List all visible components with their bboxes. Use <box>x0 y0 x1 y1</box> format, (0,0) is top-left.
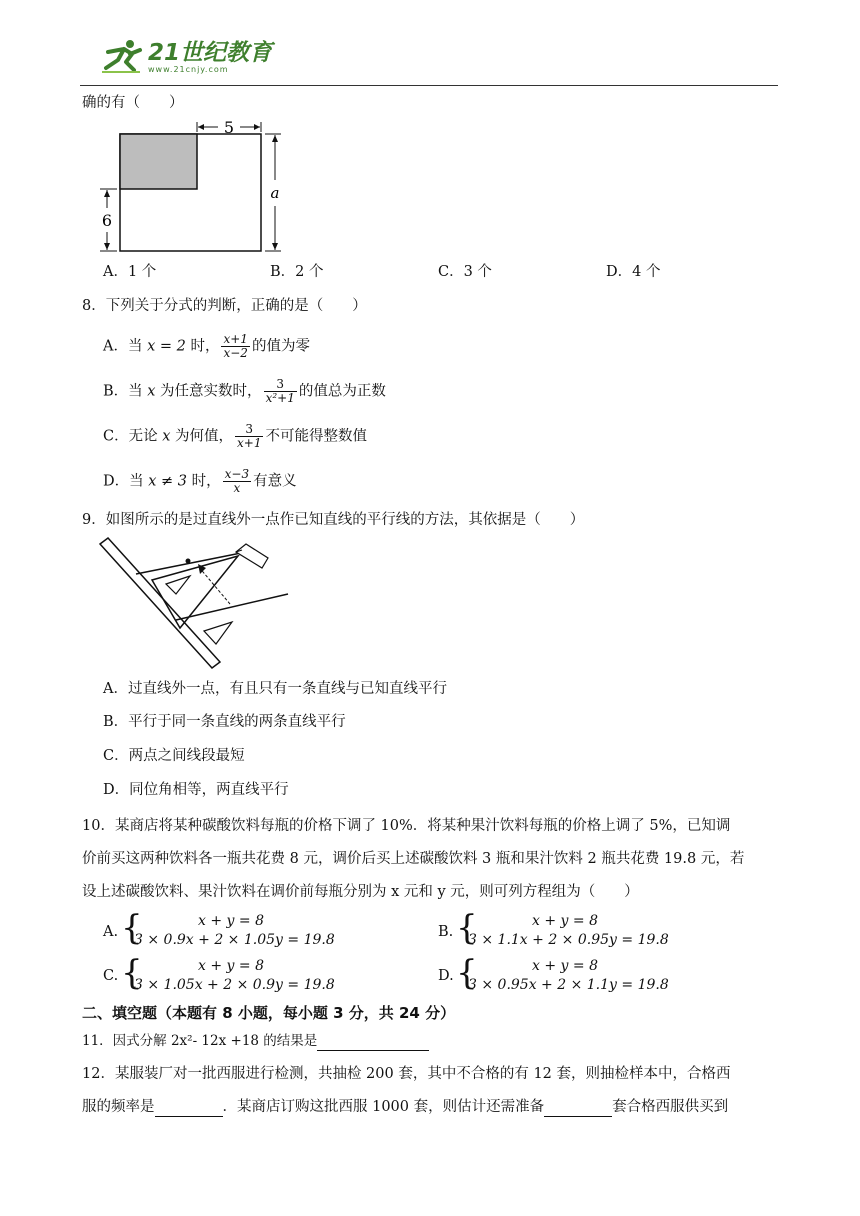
logo-url: www.21cnjy.com <box>148 65 229 74</box>
q7-label-6: 6 <box>101 211 113 230</box>
q8-option-c <box>103 423 367 450</box>
q8-b-post: 的值总为正数 <box>298 383 386 400</box>
q10-option-a-brace: { <box>121 908 143 948</box>
q10-option-a-label: A. <box>103 924 119 940</box>
logo <box>100 38 272 74</box>
q11-text: 11．因式分解 2x²- 12x +18 的结果是 <box>82 1033 318 1049</box>
q8-b-pre: B．当 <box>103 383 148 400</box>
runner-logo-icon <box>100 38 146 74</box>
header-divider <box>80 85 778 86</box>
q8-d-fraction <box>223 468 251 495</box>
q9-option-d: D．同位角相等，两直线平行 <box>103 782 289 798</box>
q8-c-post: 不可能得整数值 <box>265 428 367 445</box>
q7-option-b: B．2 个 <box>270 264 324 280</box>
q10-line2: 价前买这两种饮料各一瓶共花费 8 元，调价后买上述碳酸饮料 3 瓶和果汁饮料 2 瓶共花费 19.8 元，若 <box>82 851 745 867</box>
q8-c-mid: 为何值， <box>170 428 234 445</box>
q12-quantity-blank[interactable] <box>544 1100 612 1117</box>
q8-c-fraction <box>235 423 263 450</box>
q8-option-b <box>103 378 386 405</box>
q7-label-a: a <box>270 184 280 202</box>
q10-option-d-eq1: x + y = 8 <box>532 958 598 974</box>
q7-label-5: 5 <box>223 118 235 137</box>
q8-b-mid: 为任意实数时， <box>155 383 262 400</box>
section-fill-in-title: 二、填空题（本题有 8 小题，每小题 3 分，共 24 分） <box>82 1004 456 1022</box>
q8-a-fraction <box>221 333 249 360</box>
q8-b-num: 3 <box>264 378 297 392</box>
q8-a-pre: A．当 <box>103 338 148 355</box>
q10-option-c-label: C. <box>103 968 119 984</box>
q7-option-d: D．4 个 <box>606 264 661 280</box>
q8-d-var: x ≠ 3 <box>148 473 188 490</box>
q9-option-c: C．两点之间线段最短 <box>103 748 245 764</box>
q8-b-fraction <box>264 378 297 405</box>
q8-d-pre: D．当 <box>103 473 149 490</box>
q12-frequency-blank[interactable] <box>155 1100 223 1117</box>
q10-option-b-brace: { <box>456 908 478 948</box>
q7-option-c: C．3 个 <box>438 264 492 280</box>
q8-a-post: 的值为零 <box>251 338 310 355</box>
q8-c-pre: C．无论 <box>103 428 163 445</box>
q12-line2 <box>82 1097 728 1117</box>
q8-d-mid: 时， <box>187 473 221 490</box>
logo-text: 21世纪教育 <box>148 40 273 66</box>
q9-option-b: B．平行于同一条直线的两条直线平行 <box>103 714 346 730</box>
q8-d-den: x <box>233 481 241 495</box>
q8-stem: 8．下列关于分式的判断，正确的是（ ） <box>82 298 367 314</box>
q8-option-a <box>103 333 310 360</box>
q8-a-var: x = 2 <box>147 338 186 355</box>
q9-ruler-triangle-figure <box>96 536 296 671</box>
q8-b-den: x²+1 <box>265 391 295 405</box>
q10-option-c-brace: { <box>121 953 143 993</box>
q8-d-post: 有意义 <box>253 473 297 490</box>
q12-line2c: 套合格西服供买到 <box>612 1099 729 1115</box>
q8-option-d <box>103 468 297 495</box>
q10-option-d-brace: { <box>456 953 478 993</box>
q9-stem: 9．如图所示的是过直线外一点作已知直线的平行线的方法，其依据是（ ） <box>82 512 585 528</box>
q10-option-d-label: D. <box>438 968 454 984</box>
q10-option-b-eq2: 3 × 1.1x + 2 × 0.95y = 19.8 <box>468 932 669 948</box>
q10-option-a-eq1: x + y = 8 <box>198 913 264 929</box>
q10-option-a-eq2: 3 × 0.9x + 2 × 1.05y = 19.8 <box>134 932 335 948</box>
q8-a-mid: 时， <box>185 338 220 355</box>
q10-option-c-eq1: x + y = 8 <box>198 958 264 974</box>
q8-a-num: x+1 <box>223 332 248 346</box>
q12-line2a: 服的频率是 <box>82 1099 155 1115</box>
q9-option-a: A．过直线外一点，有且只有一条直线与已知直线平行 <box>103 681 447 697</box>
q8-d-num: x−3 <box>224 467 250 481</box>
q10-line3: 设上述碳酸饮料、果汁饮料在调价前每瓶分别为 x 元和 y 元，则可列方程组为（ ） <box>82 884 639 900</box>
q8-c-den: x+1 <box>237 436 262 450</box>
q8-c-num: 3 <box>235 423 263 437</box>
q10-option-d-eq2: 3 × 0.95x + 2 × 1.1y = 19.8 <box>468 977 669 993</box>
q10-option-c-eq2: 3 × 1.05x + 2 × 0.9y = 19.8 <box>134 977 335 993</box>
q11 <box>82 1031 429 1051</box>
q10-option-b-eq1: x + y = 8 <box>532 913 598 929</box>
q8-a-den: x−2 <box>223 346 248 360</box>
q12-line1: 12．某服装厂对一批西服进行检测，共抽检 200 套，其中不合格的有 12 套，则抽检样本中，合格西 <box>82 1066 731 1082</box>
q7-option-a: A．1 个 <box>103 264 157 280</box>
q8-c-var: x <box>162 428 171 445</box>
q7-rectangle-figure <box>95 118 295 260</box>
q7-stem-tail: 确的有（ ） <box>82 95 184 111</box>
q10-line1: 10．某商店将某种碳酸饮料每瓶的价格下调了 10%．将某种果汁饮料每瓶的价格上调了 5%，已知调 <box>82 818 731 834</box>
q10-option-b-label: B. <box>438 924 454 940</box>
q8-b-var: x <box>147 383 156 400</box>
q12-line2b: ．某商店订购这批西服 1000 套，则估计还需准备 <box>222 1099 545 1115</box>
q11-answer-blank[interactable] <box>317 1034 429 1051</box>
